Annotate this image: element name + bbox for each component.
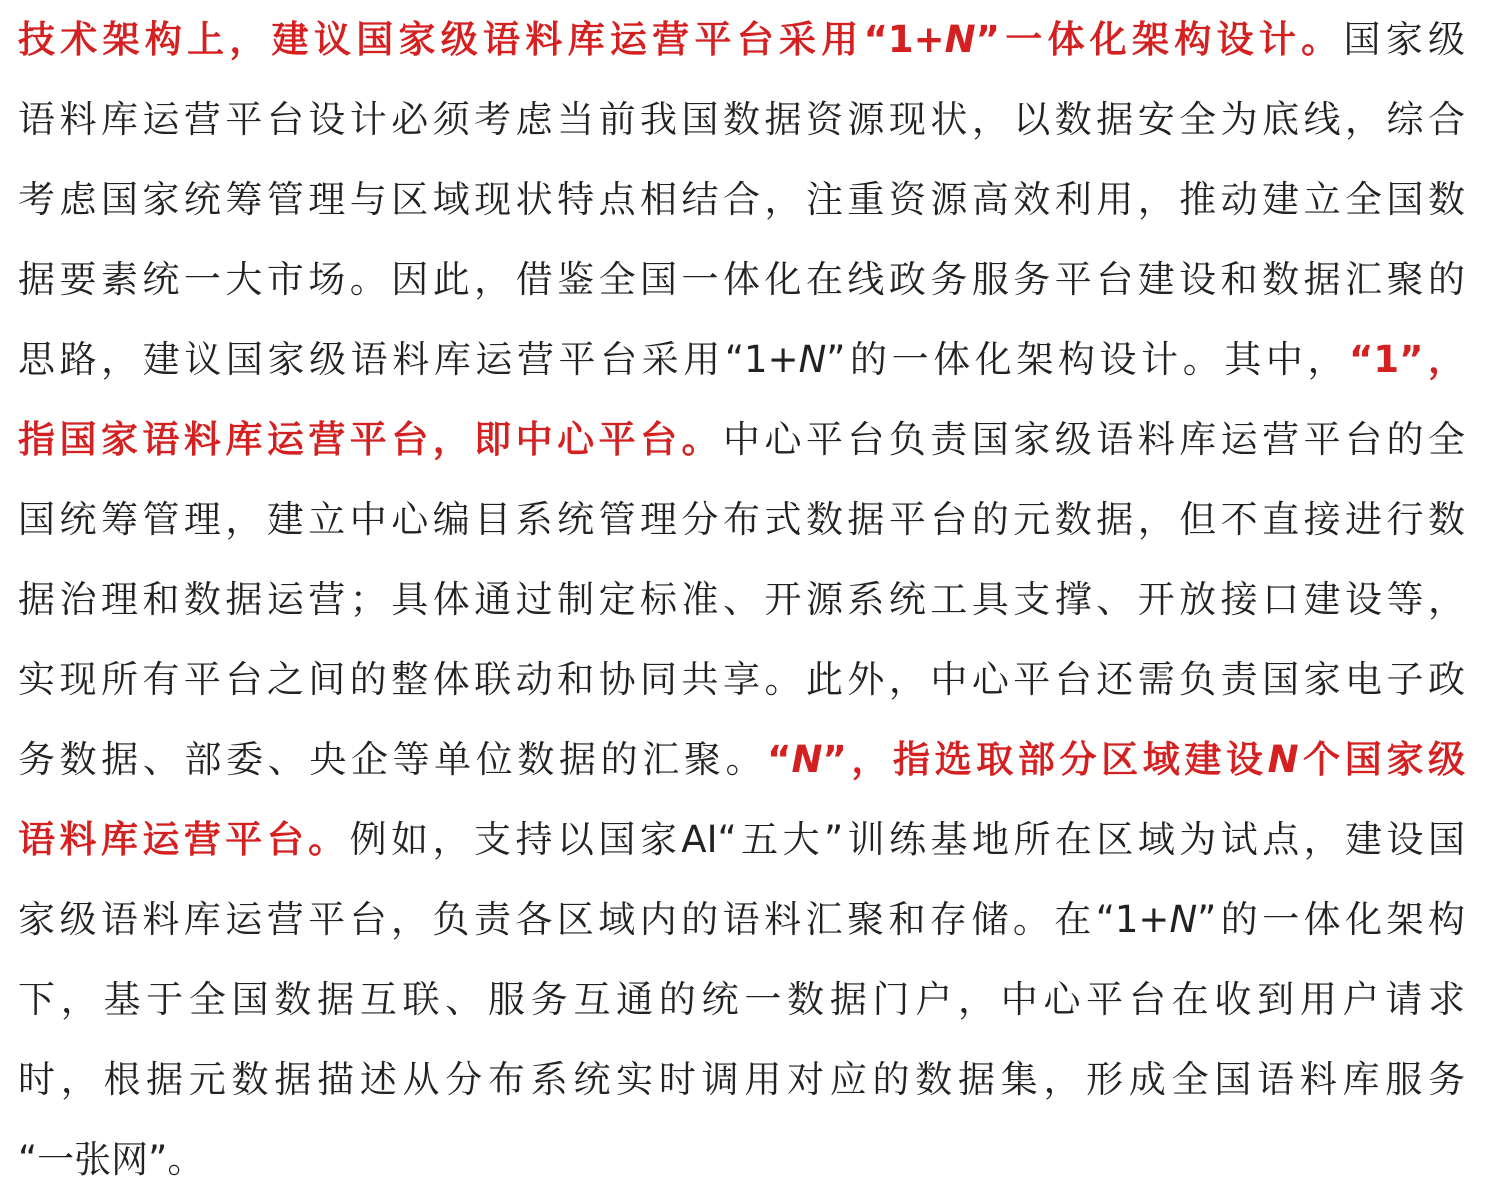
body-text: N bbox=[1169, 898, 1198, 941]
highlighted-text: “1”， bbox=[1349, 338, 1465, 381]
paragraph-line bbox=[18, 640, 1465, 720]
body-text: 据治理和数据运营；具体通过制定标准、开源系统工具支撑、开放接口建设等， bbox=[18, 578, 1465, 621]
body-text: 中心平台负责国家级语料库运营平台的全 bbox=[723, 418, 1465, 461]
paragraph-line bbox=[18, 0, 1465, 80]
body-text: ”的一体化架构 bbox=[1197, 898, 1465, 941]
highlighted-text: 指国家语料库运营平台，即中心平台。 bbox=[18, 418, 723, 461]
body-text: 家级语料库运营平台，负责各区域内的语料汇聚和存储。在“1+ bbox=[18, 898, 1170, 941]
highlighted-text: 语料库运营平台。 bbox=[18, 818, 350, 861]
paragraph-line bbox=[18, 800, 1465, 880]
highlighted-text: N bbox=[791, 738, 823, 781]
body-text: 据要素统一大市场。因此，借鉴全国一体化在线政务服务平台建设和数据汇聚的 bbox=[18, 258, 1465, 301]
highlighted-text: 技术架构上，建议国家级语料库运营平台采用“1+ bbox=[18, 18, 945, 61]
body-text: 例如，支持以国家AI“五大”训练基地所在区域为试点，建设国 bbox=[349, 818, 1465, 861]
paragraph-line bbox=[18, 880, 1465, 960]
paragraph-line bbox=[18, 320, 1465, 400]
paragraph-line bbox=[18, 480, 1465, 560]
paragraph-line bbox=[18, 1040, 1465, 1120]
paragraph-line bbox=[18, 560, 1465, 640]
body-text: 务数据、部委、央企等单位数据的汇聚。 bbox=[18, 738, 768, 781]
body-text: 国家级 bbox=[1343, 18, 1465, 61]
article-body bbox=[18, 0, 1465, 1200]
body-text: 语料库运营平台设计必须考虑当前我国数据资源现状，以数据安全为底线，综合 bbox=[18, 98, 1465, 141]
highlighted-text: ”一体化架构设计。 bbox=[975, 18, 1344, 61]
highlighted-text: N bbox=[1267, 738, 1299, 781]
paragraph-line bbox=[18, 960, 1465, 1040]
body-text: 考虑国家统筹管理与区域现状特点相结合，注重资源高效利用，推动建立全国数 bbox=[18, 178, 1465, 221]
highlighted-text: 个国家级 bbox=[1298, 738, 1465, 781]
highlighted-text: ”，指选取部分区域建设 bbox=[822, 738, 1268, 781]
highlighted-text: N bbox=[944, 18, 976, 61]
paragraph-line bbox=[18, 160, 1465, 240]
paragraph-line bbox=[18, 400, 1465, 480]
paragraph-line bbox=[18, 720, 1465, 800]
paragraph-line bbox=[18, 1120, 1465, 1200]
paragraph-line bbox=[18, 80, 1465, 160]
body-text: 实现所有平台之间的整体联动和协同共享。此外，中心平台还需负责国家电子政 bbox=[18, 658, 1465, 701]
body-text: 思路，建议国家级语料库运营平台采用“1+ bbox=[18, 338, 799, 381]
body-text: 时，根据元数据描述从分布系统实时调用对应的数据集，形成全国语料库服务 bbox=[18, 1058, 1465, 1101]
paragraph-line bbox=[18, 240, 1465, 320]
highlighted-text: “ bbox=[767, 738, 792, 781]
body-text: N bbox=[798, 338, 827, 381]
body-text: “一张网”。 bbox=[18, 1138, 205, 1181]
body-text: ”的一体化架构设计。其中， bbox=[826, 338, 1350, 381]
body-text: 国统筹管理，建立中心编目系统管理分布式数据平台的元数据，但不直接进行数 bbox=[18, 498, 1465, 541]
body-text: 下，基于全国数据互联、服务互通的统一数据门户，中心平台在收到用户请求 bbox=[18, 978, 1465, 1021]
